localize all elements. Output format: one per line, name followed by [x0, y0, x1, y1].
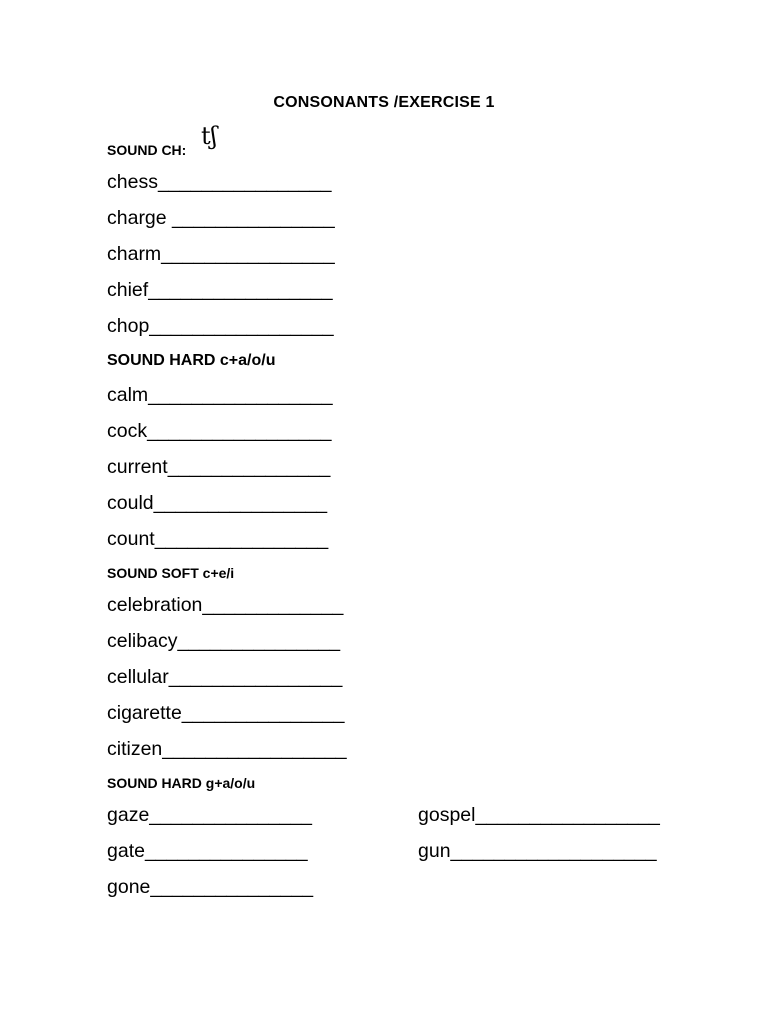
- section-heading-sound-ch: SOUND CH:: [107, 142, 187, 158]
- section-heading-sound-hard-c: SOUND HARD c+a/o/u: [107, 352, 276, 369]
- section-heading-sound-soft-c: SOUND SOFT c+e/i: [107, 565, 235, 581]
- word-celibacy: celibacy_______________: [107, 630, 341, 652]
- word-chess: chess________________: [107, 171, 332, 193]
- word-chief: chief_________________: [107, 279, 333, 301]
- word-chop: chop_________________: [107, 315, 334, 337]
- word-current: current_______________: [107, 456, 331, 478]
- word-charm: charm________________: [107, 243, 335, 265]
- word-cellular: cellular________________: [107, 666, 343, 688]
- word-gospel: gospel_________________: [418, 804, 660, 826]
- word-could: could________________: [107, 492, 328, 514]
- word-gaze: gaze_______________: [107, 804, 312, 826]
- section-heading-sound-hard-g: SOUND HARD g+a/o/u: [107, 775, 256, 791]
- page-title: CONSONANTS /EXERCISE 1: [273, 94, 495, 111]
- word-cigarette: cigarette_______________: [107, 702, 345, 724]
- word-gun: gun___________________: [418, 840, 657, 862]
- word-charge: charge _______________: [107, 207, 335, 229]
- word-cock: cock_________________: [107, 420, 332, 442]
- word-celebration: celebration_____________: [107, 594, 344, 616]
- word-gone: gone_______________: [107, 876, 314, 898]
- word-calm: calm_________________: [107, 384, 333, 406]
- ipa-symbol-tsh: tʃ: [201, 122, 218, 150]
- word-count: count________________: [107, 528, 329, 550]
- word-gate: gate_______________: [107, 840, 308, 862]
- word-citizen: citizen_________________: [107, 738, 347, 760]
